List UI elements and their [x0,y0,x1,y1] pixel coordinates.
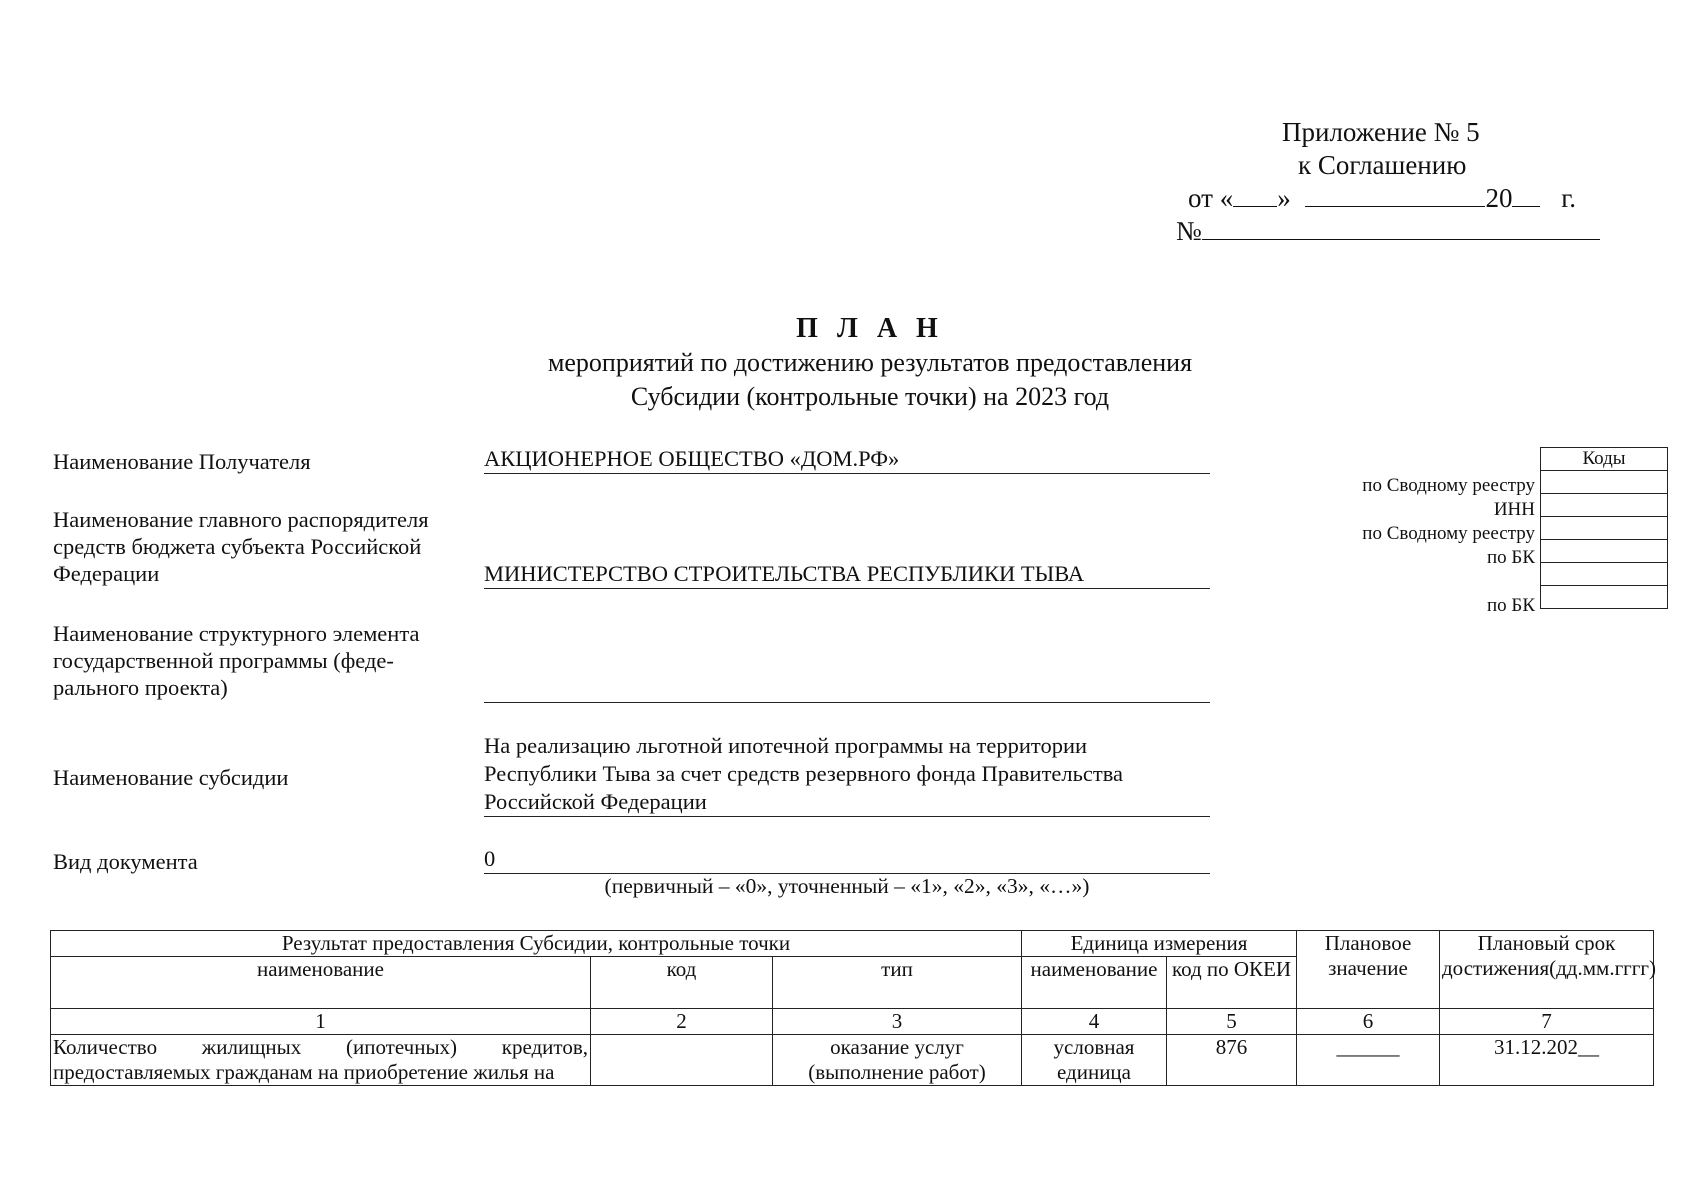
doctype-value: 0 [484,845,1210,874]
header-result-group: Результат предоставления Субсидии, контрольные точки [51,931,1022,957]
appendix-number-line: № [1176,215,1600,248]
header-unit-name: наименование [1022,957,1167,1009]
manager-value: МИНИСТЕРСТВО СТРОИТЕЛЬСТВА РЕСПУБЛИКИ ТЫВА [484,560,1210,589]
row-code [591,1035,773,1086]
codes-labels: по Сводному реестру ИНН по Сводному реестру по БК по БК [1362,475,1535,616]
recipient-label: Наименование Получателя [53,449,311,474]
subsidy-label: Наименование субсидии [53,765,289,790]
header-unit-group: Единица измерения [1022,931,1297,957]
header-row-groups [51,931,1654,957]
row-okei: 876 [1167,1035,1297,1086]
codes-header: Коды [1541,448,1668,471]
header-type: тип [773,957,1022,1009]
header-row-numbers: 1 2 3 4 5 6 7 [51,1009,1654,1035]
manager-label: Наименование главного распорядителя средств бюджета субъекта Российской Федерации [53,507,429,586]
row-name: Количество жилищных (ипотечных) кредитов, предоставляемых гражданам на приобретение жилья на [51,1035,591,1086]
code-cell [1541,494,1668,517]
doctype-hint: (первичный – «0», уточненный – «1», «2», «3», «…») [604,874,1090,898]
day-blank [1233,184,1277,207]
row-value: ______ [1297,1035,1440,1086]
code-cell [1541,586,1668,609]
table-row [51,1035,1654,1086]
row-unit: условная единица [1022,1035,1167,1086]
row-type: оказание услуг (выполнение работ) [773,1035,1022,1086]
codes-table [1540,447,1668,609]
header-okei: код по ОКЕИ [1167,957,1297,1009]
number-blank [1202,217,1600,240]
plan-subtitle-2: Субсидии (контрольные точки) на 2023 год [630,382,1110,411]
code-cell [1541,540,1668,563]
code-cell [1541,517,1668,540]
subsidy-value: На реализацию льготной ипотечной программы на территории Республики Тыва за счет средств резервного фонда Правительства Российской Федерации [484,732,1210,817]
code-cell [1541,563,1668,586]
header-name: наименование [51,957,591,1009]
appendix-subtitle: к Соглашению [1298,150,1467,180]
month-blank [1305,184,1485,207]
element-value [484,674,1210,703]
doctype-label: Вид документа [53,849,198,874]
header-code: код [591,957,773,1009]
header-deadline: Плановый срок достижения(дд.мм.гггг) [1440,931,1654,1009]
header-planned-value: Плановое значение [1297,931,1440,1009]
results-table [50,930,1657,1086]
plan-title: П Л А Н [796,313,944,344]
year-blank [1512,184,1540,207]
element-label: Наименование структурного элемента государственной программы (феде- рального проекта) [53,621,420,700]
recipient-value: АКЦИОНЕРНОЕ ОБЩЕСТВО «ДОМ.РФ» [484,445,1210,474]
plan-subtitle-1: мероприятий по достижению результатов предоставления [547,348,1193,377]
row-deadline: 31.12.202__ [1440,1035,1654,1086]
appendix-date-line: от « » 20 г. [1188,183,1576,213]
code-cell [1541,471,1668,494]
appendix-title: Приложение № 5 [1282,117,1480,147]
